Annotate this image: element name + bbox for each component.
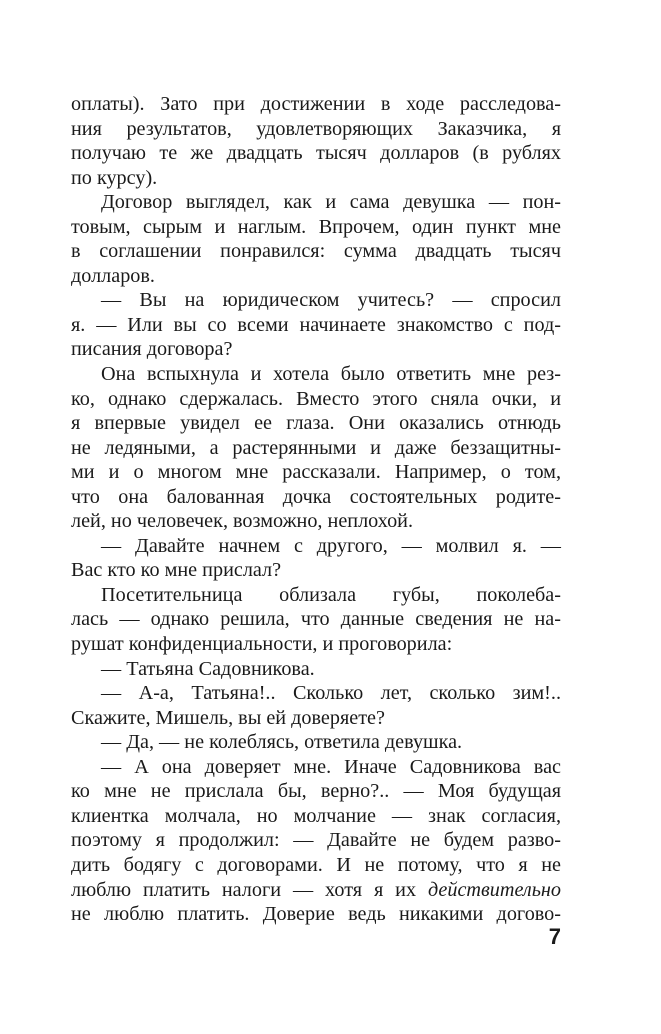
- text-line: [71, 828, 561, 853]
- text-line-content: ко, однако сдержалась. Вместо этого сняла очки, и: [71, 387, 561, 410]
- text-line: [71, 436, 561, 461]
- text-line: [71, 313, 561, 338]
- text-line-content: Она вспыхнула и хотела было ответить мне рез-: [101, 363, 561, 386]
- text-line-content: не ледяными, а растерянными и даже беззащитны-: [71, 436, 561, 459]
- text-line-content: — Вы на юридическом учитесь? — спросил: [101, 289, 561, 312]
- text-line: [71, 387, 561, 412]
- text-line: [71, 288, 561, 313]
- text-line-content: что она балованная дочка состоятельных родите-: [71, 485, 561, 508]
- text-line-content: Договор выглядел, как и сама девушка — пон-: [101, 191, 561, 214]
- text-line: [71, 730, 561, 755]
- text-line: [71, 215, 561, 240]
- text-line: [71, 779, 561, 804]
- text-line-content: Вас кто ко мне прислал?: [71, 559, 282, 582]
- text-line-content: Посетительница облизала губы, поколеба-: [101, 583, 561, 606]
- text-line-content: ми и о многом мне рассказали. Например, о том,: [71, 461, 561, 484]
- text-line: [71, 534, 561, 559]
- text-line: [71, 706, 561, 731]
- text-line: [71, 411, 561, 436]
- text-line-content: получаю те же двадцать тысяч долларов (в рублях: [71, 142, 561, 165]
- text-line-content: ния результатов, удовлетворяющих Заказчика, я: [71, 117, 561, 140]
- text-line: [71, 583, 561, 608]
- text-line-content: писания договора?: [71, 338, 233, 361]
- text-line: [71, 558, 561, 583]
- text-line-content: не люблю платить. Доверие ведь никакими догово-: [71, 903, 561, 926]
- text-line-content: ко мне не прислала бы, верно?.. — Моя будущая: [71, 780, 561, 803]
- text-line: [71, 117, 561, 142]
- text-line-content: я впервые увидел ее глаза. Они оказались отнюдь: [71, 412, 561, 435]
- text-line-content: оплаты). Зато при достижении в ходе расследова-: [71, 93, 561, 115]
- text-line-content: Скажите, Мишель, вы ей доверяете?: [71, 706, 385, 729]
- page-number: 7: [548, 924, 561, 949]
- italic-word: действительно: [427, 878, 561, 901]
- text-line: [71, 239, 561, 264]
- text-line-content: в соглашении понравился: сумма двадцать тысяч: [71, 240, 561, 263]
- text-line-content: — Татьяна Садовникова.: [101, 657, 315, 680]
- text-line: [71, 902, 561, 927]
- text-line: [71, 509, 561, 534]
- text-line-content: поэтому я продолжил: — Давайте не будем разво-: [71, 829, 561, 852]
- text-line-content: клиентка молчала, но молчание — знак согласия,: [71, 804, 561, 827]
- text-line-content: по курсу).: [71, 166, 158, 189]
- text-line: [71, 853, 561, 878]
- text-line: [71, 804, 561, 829]
- text-line: [71, 92, 561, 117]
- text-line-content: люблю платить налоги — хотя я их: [71, 878, 428, 901]
- text-line-content: — А-а, Татьяна!.. Сколько лет, сколько зим!..: [101, 682, 561, 705]
- text-line: [71, 166, 561, 191]
- text-line-content: товым, сырым и наглым. Впрочем, один пункт мне: [71, 215, 561, 238]
- text-line: [71, 190, 561, 215]
- text-line: [71, 141, 561, 166]
- text-line: [71, 607, 561, 632]
- text-line: [71, 632, 561, 657]
- text-line: [71, 681, 561, 706]
- book-page-text: [71, 92, 561, 927]
- text-line-content: долларов.: [71, 264, 155, 287]
- text-line-content: дить бодягу с договорами. И не потому, что я не: [71, 853, 561, 876]
- text-line-content: — Да, — не колеблясь, ответила девушка.: [101, 731, 463, 754]
- text-line: [71, 337, 561, 362]
- text-line: [71, 460, 561, 485]
- text-line: [71, 878, 561, 903]
- text-line-content: — Давайте начнем с другого, — молвил я. —: [101, 534, 561, 557]
- text-line-content: рушат конфиденциальности, и проговорила:: [71, 633, 453, 656]
- text-line: [71, 657, 561, 682]
- text-line-content: — А она доверяет мне. Иначе Садовникова вас: [101, 755, 561, 778]
- text-line: [71, 755, 561, 780]
- text-line: [71, 264, 561, 289]
- text-line: [71, 362, 561, 387]
- text-line: [71, 485, 561, 510]
- text-line-content: я. — Или вы со всеми начинаете знакомство с под-: [71, 313, 561, 336]
- text-line-content: лась — однако решила, что данные сведения не на-: [71, 608, 561, 631]
- text-line-content: лей, но человечек, возможно, неплохой.: [71, 510, 414, 533]
